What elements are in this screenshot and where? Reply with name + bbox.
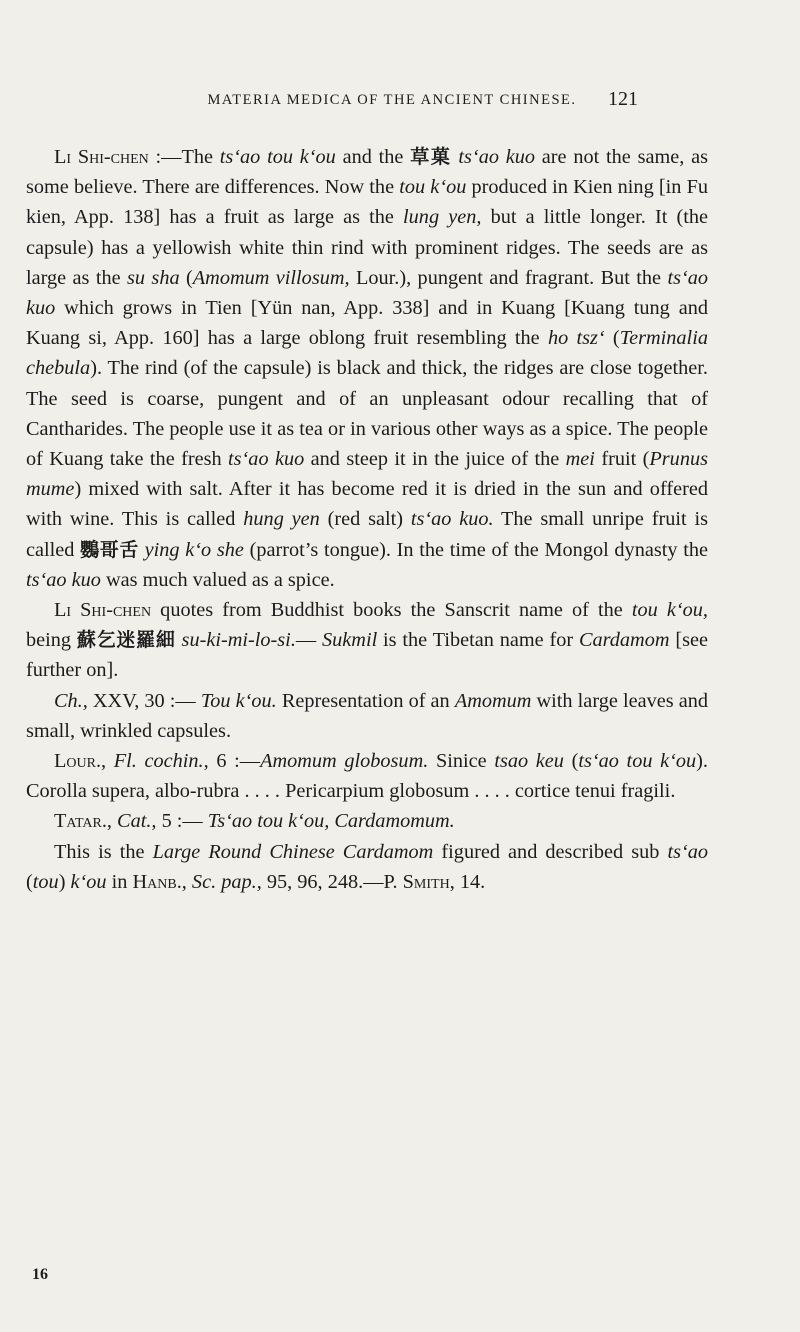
paragraph-3: Ch., XXV, 30 :— Tou k‘ou. Representation of an Amomum with large leaves and small, wrinkled capsules. <box>26 689 708 742</box>
paragraph-4: Lour., Fl. cochin., 6 :—Amomum globosum. Sinice tsao keu (ts‘ao tou k‘ou). Corolla supera, albo-rubra . . . . Pericarpium globosum . . . . cortice tenui fragili. <box>26 750 708 803</box>
author-name: Li Shi-chen <box>54 146 149 168</box>
author-name: Tatar., <box>54 810 112 833</box>
author-name: Li Shi-chen <box>54 599 152 622</box>
paragraph-5: Tatar., Cat., 5 :— Ts‘ao tou k‘ou, Cardamomum. <box>54 810 455 833</box>
paragraph-1: Li Shi-chen :—The ts‘ao tou k‘ou and the 草菓 ts‘ao kuo are not the same, as some believe. There are differences. Now the tou k‘ou produced in Kien ning [in Fu kien, App. 138] has a fruit as large as the lung yen, but a little longer. It (the capsule) has a yellowish white thin rind with prominent ridges. The seeds are as large as the su sha (Amomum villosum, Lour.), pungent and fragrant. But the ts‘ao kuo which grows in Tien [Yün nan, App. 338] and in Kuang [Kuang tung and Kuang si, App. 160] has a large oblong fruit resembling the ho tsz‘ (Terminalia chebula). The rind (of the capsule) is black and thick, the ridges are close together. The seed is coarse, pungent and of an unpleasant odour recalling that of Cantharides. The people use it as tea or in various other ways as a spice. The people of Kuang take the fresh ts‘ao kuo and steep it in the juice of the mei fruit (Prunus mume) mixed with salt. After it has become red it is dried in the sun and offered with wine. This is called hung yen (red salt) ts‘ao kuo. The small unripe fruit is called 鸚哥舌 ying k‘o she (parrot’s tongue). In the time of the Mongol dynasty the ts‘ao kuo was much valued as a spice. <box>26 146 709 591</box>
author-name: Lour., <box>54 750 107 773</box>
body-text <box>26 142 708 897</box>
chinese-characters: 草菓 <box>410 146 452 168</box>
printer-signature-mark: 16 <box>32 1266 48 1283</box>
running-title: MATERIA MEDICA OF THE ANCIENT CHINESE. <box>207 92 577 108</box>
page-number: 121 <box>608 88 638 110</box>
paragraph-2: Li Shi-chen quotes from Buddhist books the Sanscrit name of the tou k‘ou, being 蘇乞迷羅細 su-ki-mi-lo-si.— Sukmil is the Tibetan name for Cardamom [see further on]. <box>26 599 708 682</box>
paragraph-6: This is the Large Round Chinese Cardamom figured and described sub ts‘ao (tou) k‘ou in Hanb., Sc. pap., 95, 96, 248.—P. Smith, 14. <box>26 840 709 893</box>
chinese-characters: 鸚哥舌 <box>80 538 139 561</box>
chinese-characters: 蘇乞迷羅細 <box>76 629 176 652</box>
